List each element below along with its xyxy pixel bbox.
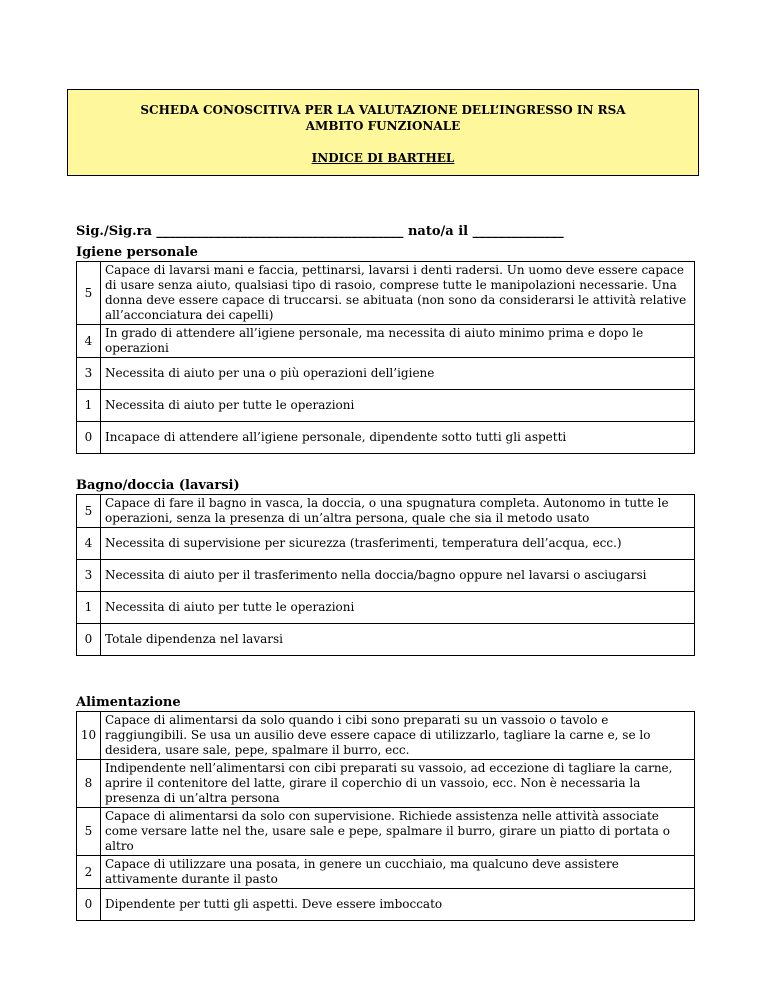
table-row xyxy=(77,760,695,808)
table-row xyxy=(77,528,695,560)
header-index-title: INDICE DI BARTHEL xyxy=(311,151,455,165)
score-cell: 5 xyxy=(77,262,101,325)
table-row xyxy=(77,358,695,390)
description-cell: Necessita di aiuto per tutte le operazioni xyxy=(101,592,695,624)
description-cell: Indipendente nell’alimentarsi con cibi preparati su vassoio, ad eccezione di tagliare la carne, aprire il contenitore del latte, girare il coperchio di un vassoio, ecc. Non è necessaria la presenza di un’altra persona xyxy=(101,760,695,808)
score-table-igiene xyxy=(76,261,695,454)
description-cell: Capace di alimentarsi da solo con supervisione. Richiede assistenza nelle attività associate come versare latte nel the, usare sale e pepe, spalmare il burro, girare un piatto di portata o altro xyxy=(101,808,695,856)
score-cell: 1 xyxy=(77,390,101,422)
description-cell: Necessita di aiuto per una o più operazioni dell’igiene xyxy=(101,358,695,390)
score-cell: 5 xyxy=(77,495,101,528)
table-row xyxy=(77,495,695,528)
table-row xyxy=(77,390,695,422)
table-row xyxy=(77,889,695,921)
description-cell: Totale dipendenza nel lavarsi xyxy=(101,624,695,656)
score-cell: 0 xyxy=(77,889,101,921)
description-cell: In grado di attendere all’igiene personale, ma necessita di aiuto minimo prima e dopo le operazioni xyxy=(101,325,695,358)
description-cell: Necessita di supervisione per sicurezza (trasferimenti, temperatura dell’acqua, ecc.) xyxy=(101,528,695,560)
description-cell: Dipendente per tutti gli aspetti. Deve essere imboccato xyxy=(101,889,695,921)
score-cell: 3 xyxy=(77,560,101,592)
table-row xyxy=(77,808,695,856)
description-cell: Incapace di attendere all’igiene personale, dipendente sotto tutti gli aspetti xyxy=(101,422,695,454)
table-row xyxy=(77,856,695,889)
score-cell: 5 xyxy=(77,808,101,856)
description-cell: Necessita di aiuto per il trasferimento nella doccia/bagno oppure nel lavarsi o asciugarsi xyxy=(101,560,695,592)
section-title-alimentazione: Alimentazione xyxy=(76,695,181,710)
header-subtitle: AMBITO FUNZIONALE xyxy=(305,119,461,133)
score-cell: 4 xyxy=(77,325,101,358)
table-row xyxy=(77,422,695,454)
header-title: SCHEDA CONOSCITIVA PER LA VALUTAZIONE DELL’INGRESSO IN RSA xyxy=(140,103,626,117)
score-cell: 4 xyxy=(77,528,101,560)
description-cell: Necessita di aiuto per tutte le operazioni xyxy=(101,390,695,422)
score-cell: 2 xyxy=(77,856,101,889)
score-cell: 10 xyxy=(77,712,101,760)
document-header xyxy=(67,89,699,176)
score-cell: 0 xyxy=(77,624,101,656)
score-cell: 0 xyxy=(77,422,101,454)
score-table-alimentazione xyxy=(76,711,695,921)
description-cell: Capace di alimentarsi da solo quando i cibi sono preparati su un vassoio o tavolo e raggiungibili. Se usa un ausilio deve essere capace di utilizzarlo, tagliare la carne e, se lo desidera, usare sale, pepe, spalmare il burro, ecc. xyxy=(101,712,695,760)
table-row xyxy=(77,712,695,760)
score-table-bagno xyxy=(76,494,695,656)
score-cell: 8 xyxy=(77,760,101,808)
patient-name-birth-line[interactable]: Sig./Sig.ra ______________________________________ nato/a il ______________ xyxy=(76,224,564,239)
table-row xyxy=(77,325,695,358)
table-row xyxy=(77,624,695,656)
table-row xyxy=(77,592,695,624)
table-row xyxy=(77,262,695,325)
section-title-igiene: Igiene personale xyxy=(76,245,198,260)
score-cell: 1 xyxy=(77,592,101,624)
table-row xyxy=(77,560,695,592)
score-cell: 3 xyxy=(77,358,101,390)
description-cell: Capace di utilizzare una posata, in genere un cucchiaio, ma qualcuno deve assistere attivamente durante il pasto xyxy=(101,856,695,889)
description-cell: Capace di lavarsi mani e faccia, pettinarsi, lavarsi i denti radersi. Un uomo deve essere capace di usare senza aiuto, qualsiasi tipo di rasoio, comprese tutte le manipolazioni necessarie. Una donna deve essere capace di truccarsi. se abituata (non sono da considerarsi le attività relative all’acconciatura dei capelli) xyxy=(101,262,695,325)
section-title-bagno: Bagno/doccia (lavarsi) xyxy=(76,478,240,493)
description-cell: Capace di fare il bagno in vasca, la doccia, o una spugnatura completa. Autonomo in tutte le operazioni, senza la presenza di un’altra persona, quale che sia il metodo usato xyxy=(101,495,695,528)
